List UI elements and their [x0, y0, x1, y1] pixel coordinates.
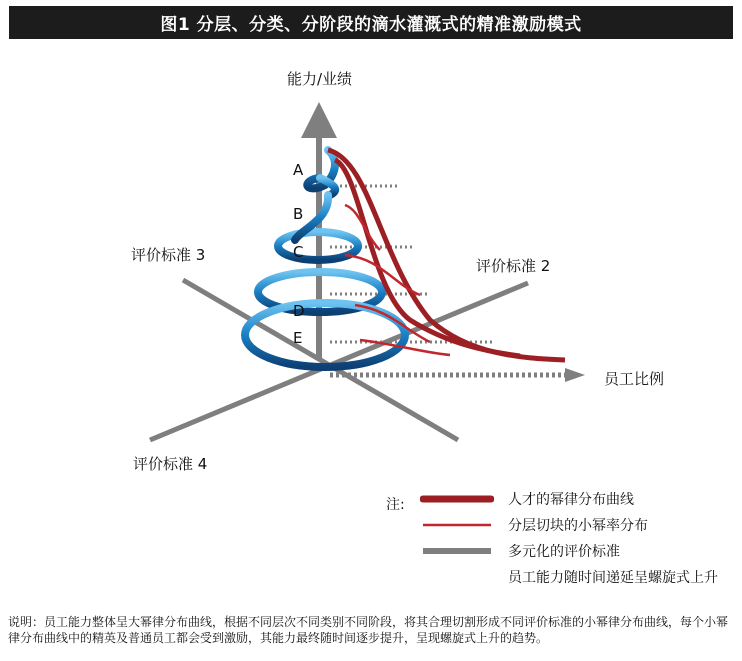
figure-title: 图1 分层、分类、分阶段的滴水灌溉式的精准激励模式: [9, 6, 733, 39]
legend-label: 多元化的评价标准: [508, 544, 620, 560]
criterion-4-label: 评价标准 4: [133, 455, 208, 473]
legend: [386, 488, 736, 598]
legend-label: 员工能力随时间递延呈螺旋式上升: [508, 570, 718, 586]
criterion-3-label: 评价标准 3: [131, 246, 206, 264]
legend-item-segments: [420, 514, 648, 536]
level-a: A: [293, 161, 304, 179]
level-d: D: [293, 302, 305, 320]
thick-gray-line-icon: [420, 540, 494, 562]
ability-spiral: [245, 150, 405, 367]
legend-item-spiral: [420, 566, 718, 588]
legend-item-power-law: [420, 488, 634, 510]
legend-item-criteria: [420, 540, 620, 562]
spiral-diagram: [0, 40, 742, 490]
horizontal-axis-arrowhead: [565, 368, 585, 382]
blue-tube-line-icon: [420, 566, 494, 588]
horizontal-axis-label: 员工比例: [604, 370, 665, 388]
legend-label: 分层切块的小幂率分布: [508, 518, 648, 534]
criterion-2-label: 评价标准 2: [476, 257, 551, 275]
legend-note: 注:: [386, 497, 405, 513]
thick-dark-red-line-icon: [420, 488, 494, 510]
level-e: E: [293, 329, 303, 347]
thin-red-line-icon: [420, 514, 494, 536]
level-guides: [330, 186, 495, 342]
figure-caption: 说明：员工能力整体呈大幂律分布曲线，根据不同层次不同类别不同阶段，将其合理切割形成不同评价标准的小幂律分布曲线，每个小幂律分布曲线中的精英及普通员工都会受到激励，其能力最终随时间逐步提升，呈现螺旋式上升的趋势。: [8, 615, 729, 645]
level-b: B: [293, 205, 304, 223]
diagram-canvas: [0, 40, 742, 490]
level-c: C: [293, 243, 304, 261]
legend-label: 人才的幂律分布曲线: [508, 492, 634, 508]
vertical-axis-label: 能力/业绩: [287, 70, 353, 88]
